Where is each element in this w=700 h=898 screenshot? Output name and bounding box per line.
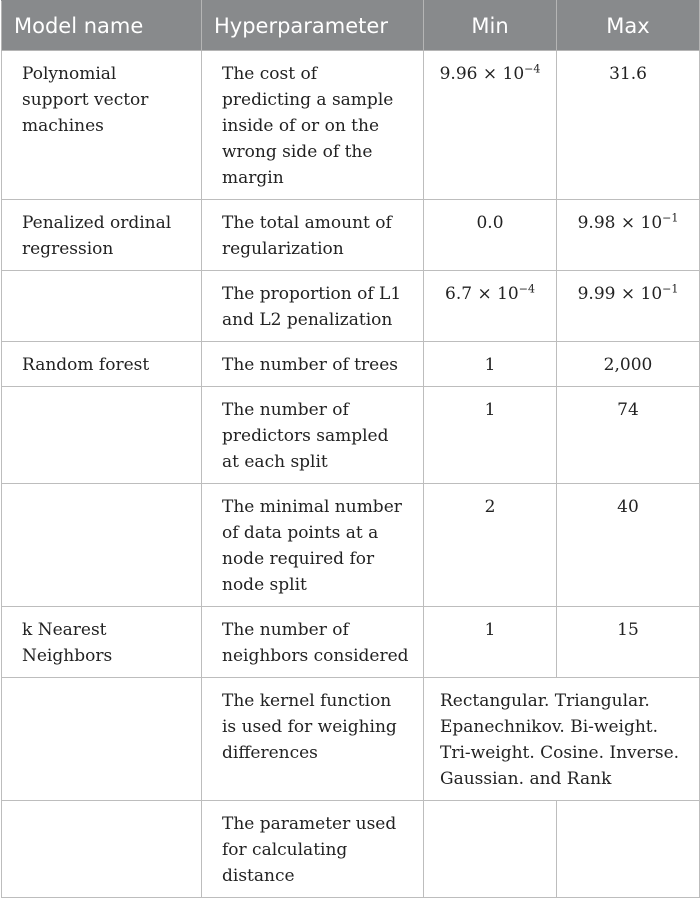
max-value: 31.6 — [609, 64, 647, 84]
max-exponent: −1 — [662, 282, 679, 296]
max-value: 2,000 — [603, 355, 653, 375]
min-exponent: −4 — [518, 282, 535, 296]
hyperparameter-cell: The proportion of L1 and L2 penalization — [202, 271, 424, 342]
table-row — [2, 387, 700, 484]
model-cell: Penalized ordinal regression — [2, 200, 202, 271]
model-cell — [2, 678, 202, 801]
min-cell — [424, 51, 557, 200]
max-cell — [557, 271, 700, 342]
min-cell — [424, 801, 557, 898]
header-max: Max — [557, 1, 700, 51]
min-cell — [424, 484, 557, 607]
min-value: 1 — [484, 355, 496, 375]
table-row — [2, 271, 700, 342]
header-model-name: Model name — [2, 1, 202, 51]
min-cell — [424, 387, 557, 484]
model-cell — [2, 801, 202, 898]
max-cell — [557, 342, 700, 387]
max-value: 9.99 × 10 — [577, 284, 663, 304]
min-value: 1 — [484, 620, 496, 640]
hyperparameter-cell: The parameter used for calculating distance — [202, 801, 424, 898]
table-row — [2, 200, 700, 271]
table-row — [2, 342, 700, 387]
max-cell — [557, 607, 700, 678]
table-row — [2, 801, 700, 898]
min-value: 2 — [484, 497, 496, 517]
model-cell: k Nearest Neighbors — [2, 607, 202, 678]
max-value: 9.98 × 10 — [577, 213, 663, 233]
table-row — [2, 484, 700, 607]
hyperparameter-cell: The number of trees — [202, 342, 424, 387]
max-cell — [557, 387, 700, 484]
model-cell — [2, 271, 202, 342]
model-cell — [2, 387, 202, 484]
kernel-options-cell: Rectangular. Triangular. Epanechnikov. Bi-weight. Tri-weight. Cosine. Inverse. Gaussian. and Rank — [424, 678, 700, 801]
min-value: 6.7 × 10 — [445, 284, 519, 304]
min-cell — [424, 200, 557, 271]
model-cell: Polynomial support vector machines — [2, 51, 202, 200]
table-row — [2, 678, 700, 801]
hyperparameter-cell: The minimal number of data points at a node required for node split — [202, 484, 424, 607]
min-exponent: −4 — [524, 62, 541, 76]
max-cell — [557, 484, 700, 607]
max-cell — [557, 801, 700, 898]
max-value: 40 — [617, 497, 639, 517]
min-value: 9.96 × 10 — [439, 64, 525, 84]
header-hyperparameter: Hyperparameter — [202, 1, 424, 51]
hyperparameter-table — [1, 0, 700, 898]
min-value: 0.0 — [476, 213, 504, 233]
hyperparameter-cell: The kernel function is used for weighing differences — [202, 678, 424, 801]
hyperparameter-cell: The number of predictors sampled at each split — [202, 387, 424, 484]
max-exponent: −1 — [662, 211, 679, 225]
max-value: 15 — [617, 620, 639, 640]
header-min: Min — [424, 1, 557, 51]
hyperparameter-cell: The number of neighbors considered — [202, 607, 424, 678]
model-cell — [2, 484, 202, 607]
min-value: 1 — [484, 400, 496, 420]
hyperparameter-cell: The total amount of regularization — [202, 200, 424, 271]
min-cell — [424, 342, 557, 387]
model-cell: Random forest — [2, 342, 202, 387]
max-cell — [557, 200, 700, 271]
min-cell — [424, 607, 557, 678]
header-row — [2, 1, 700, 51]
table-row — [2, 607, 700, 678]
max-cell — [557, 51, 700, 200]
hyperparameter-cell: The cost of predicting a sample inside of or on the wrong side of the margin — [202, 51, 424, 200]
min-cell — [424, 271, 557, 342]
table-row — [2, 51, 700, 200]
max-value: 74 — [617, 400, 639, 420]
